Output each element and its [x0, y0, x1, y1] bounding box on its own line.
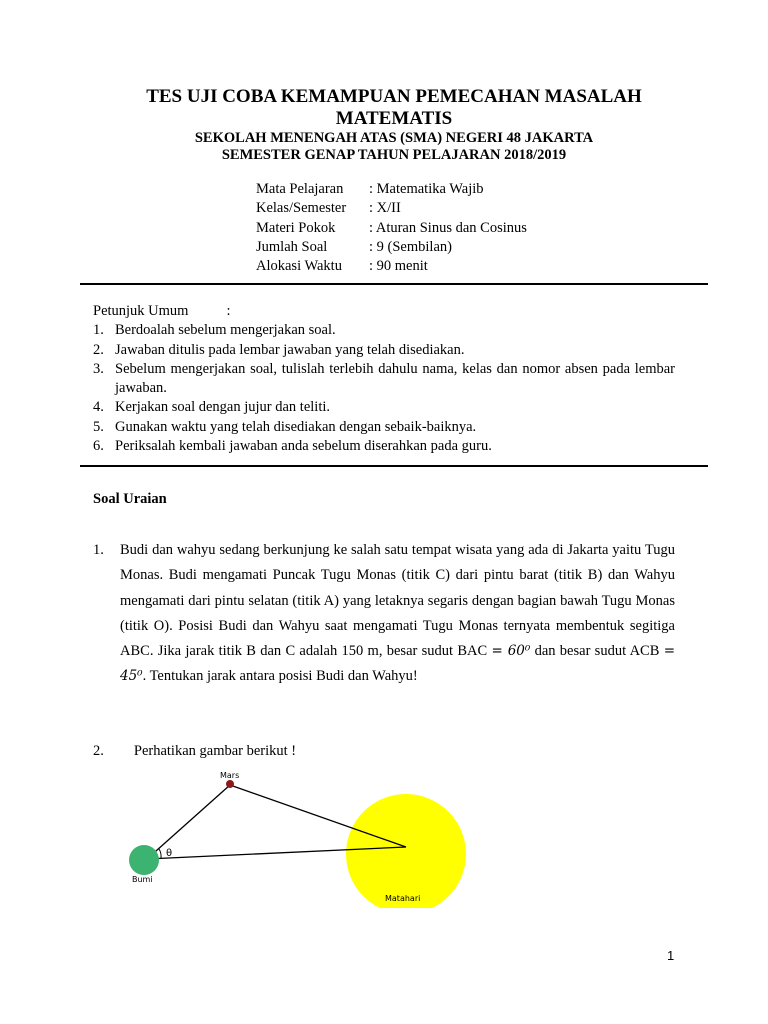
- math-angle-bac: = 60⁰: [491, 643, 531, 660]
- angle-arc: [159, 849, 161, 858]
- line-earth-mars: [147, 785, 230, 859]
- page-number: 1: [667, 948, 675, 963]
- divider-bottom: [80, 465, 708, 467]
- sun-shape: [346, 794, 466, 908]
- question-2: [93, 743, 296, 760]
- question-number: 2.: [93, 743, 104, 759]
- meta-row-duration: Alokasi Waktu : 90 menit: [256, 258, 428, 275]
- instruction-item: 3. Sebelum mengerjakan soal, tulislah terlebih dahulu nama, kelas dan nomor absen pada lembar jawaban.: [93, 360, 675, 397]
- document-title-line1: TES UJI COBA KEMAMPUAN PEMECAHAN MASALAH: [146, 86, 642, 107]
- math-angle-acb: = 45⁰: [120, 643, 675, 685]
- mars-shape: [226, 780, 234, 788]
- mars-label: Mars: [220, 771, 240, 780]
- angle-theta-label: θ: [166, 848, 173, 859]
- instruction-item: 5. Gunakan waktu yang telah disediakan dengan sebaik-baiknya.: [93, 418, 477, 435]
- earth-label: Bumi: [132, 875, 153, 884]
- instruction-item: 1. Berdoalah sebelum mengerjakan soal.: [93, 322, 336, 339]
- earth-shape: [129, 845, 159, 875]
- school-name: SEKOLAH MENENGAH ATAS (SMA) NEGERI 48 JAKARTA: [194, 130, 594, 146]
- instruction-item: 6. Periksalah kembali jawaban anda sebelum diserahkan pada guru.: [93, 438, 492, 455]
- document-title-line2: MATEMATIS: [335, 108, 453, 129]
- question-text: Budi dan wahyu sedang berkunjung ke salah satu tempat wisata yang ada di Jakarta yaitu Tugu Monas. Budi mengamati Puncak Tugu Monas (titik C) dari pintu barat (titik B) dan Wahyu mengamati dari pintu selatan (titik A) yang letaknya segaris dengan bagian bawah Tugu Monas (titik O). Posisi Budi dan Wahyu saat mengamati Tugu Monas ternyata membentuk segitiga ABC. Jika jarak titik B dan C adalah 150 m, besar sudut BAC = 60⁰ dan besar sudut ACB = 45⁰. Tentukan jarak antara posisi Budi dan Wahyu!: [120, 542, 675, 685]
- sun-label: Matahari: [385, 894, 421, 903]
- meta-row-question-count: Jumlah Soal : 9 (Sembilan): [256, 238, 452, 255]
- semester-info: SEMESTER GENAP TAHUN PELAJARAN 2018/2019: [221, 147, 567, 163]
- meta-row-subject: Mata Pelajaran : Matematika Wajib: [256, 181, 484, 197]
- exam-metadata: [256, 180, 527, 276]
- question-number: 1.: [93, 542, 104, 558]
- divider-top: [80, 283, 708, 285]
- instructions-heading: Petunjuk Umum :: [93, 303, 231, 319]
- section-title: Soal Uraian: [93, 491, 167, 507]
- meta-row-class: Kelas/Semester : X/II: [256, 200, 401, 217]
- question-text: Perhatikan gambar berikut !: [133, 743, 297, 759]
- general-instructions: [93, 302, 675, 456]
- planet-diagram: [120, 768, 480, 908]
- instruction-item: 2. Jawaban ditulis pada lembar jawaban yang telah disediakan.: [93, 341, 465, 358]
- meta-row-topic: Materi Pokok : Aturan Sinus dan Cosinus: [256, 219, 527, 236]
- instruction-item: 4. Kerjakan soal dengan jujur dan teliti.: [93, 399, 331, 416]
